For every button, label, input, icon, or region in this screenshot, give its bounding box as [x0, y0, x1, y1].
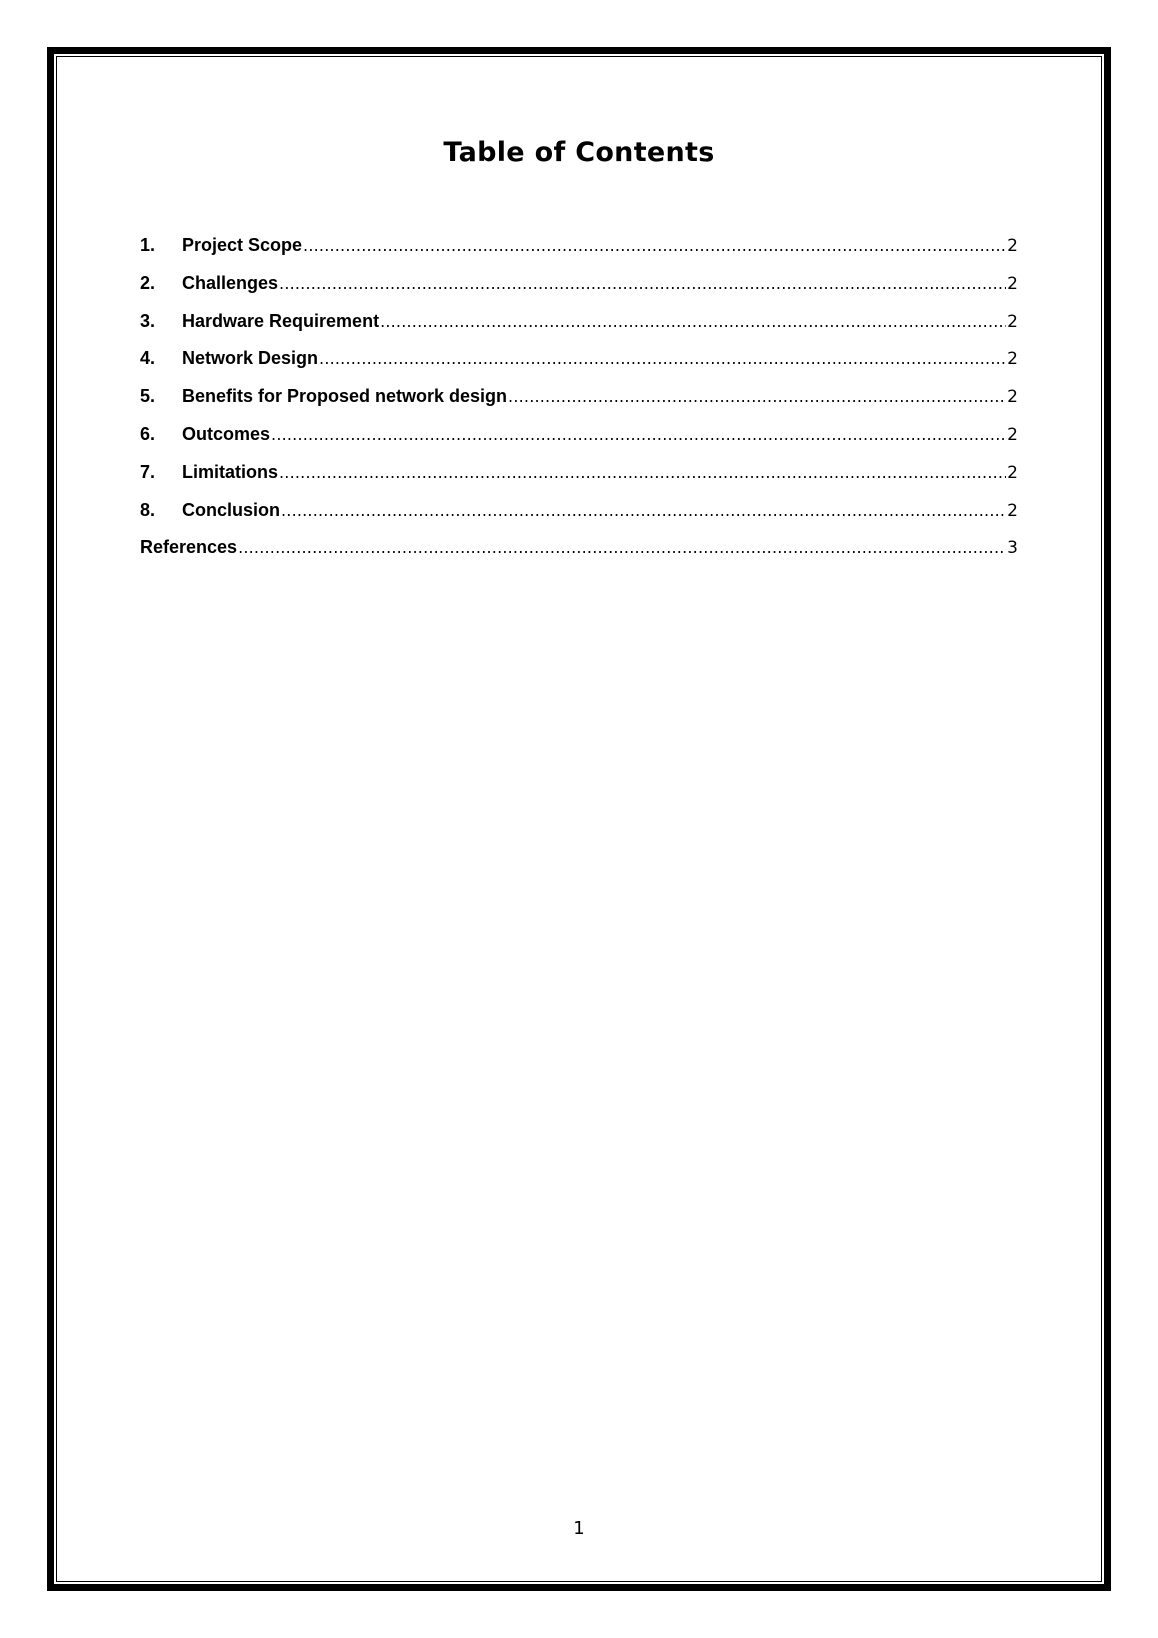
toc-entry-page: 2 [1007, 349, 1018, 370]
toc-entry-page: 2 [1007, 311, 1018, 332]
dot-leader [279, 458, 1006, 488]
toc-title: Table of Contents [443, 137, 715, 168]
toc-entry-outcomes[interactable] [140, 419, 1018, 457]
dot-leader [281, 496, 1006, 526]
dot-leader [238, 533, 1006, 563]
toc-entry-number: 8. [140, 499, 156, 520]
toc-entry-label: Benefits for Proposed network design [182, 386, 508, 407]
toc-entry-label: References [140, 537, 238, 558]
toc-entry-label: Conclusion [182, 499, 280, 520]
toc-entry-page: 2 [1007, 500, 1018, 521]
toc-entry-references[interactable] [140, 532, 1018, 570]
toc-entry-label: Limitations [182, 461, 279, 482]
dot-leader [380, 307, 1006, 337]
toc-entry-number: 3. [140, 310, 156, 331]
toc-entry-number: 1. [140, 235, 156, 255]
dot-leader [508, 382, 1006, 412]
toc-list [140, 230, 1018, 570]
toc-entry-limitations[interactable] [140, 457, 1018, 495]
toc-entry-number: 2. [140, 272, 156, 293]
toc-entry-label: Network Design [182, 348, 319, 369]
toc-entry-conclusion[interactable] [140, 495, 1018, 533]
toc-entry-benefits[interactable] [140, 381, 1018, 419]
toc-entry-challenges[interactable] [140, 268, 1018, 306]
toc-entry-number: 7. [140, 461, 156, 482]
toc-entry-label: Project Scope [182, 235, 303, 255]
toc-entry-page: 3 [1007, 538, 1018, 559]
toc-entry-page: 2 [1007, 387, 1018, 408]
dot-leader [303, 231, 1006, 261]
dot-leader [279, 269, 1006, 299]
footer-page-number: 1 [573, 1518, 585, 1539]
toc-entry-hardware-requirement[interactable] [140, 306, 1018, 344]
toc-entry-label: Outcomes [182, 423, 271, 444]
toc-entry-number: 5. [140, 386, 156, 407]
toc-entry-number: 6. [140, 423, 156, 444]
toc-entry-page: 2 [1007, 424, 1018, 445]
toc-entry-page: 2 [1007, 462, 1018, 483]
dot-leader [271, 420, 1006, 450]
toc-entry-project-scope[interactable] [140, 230, 1018, 268]
toc-entry-label: Hardware Requirement [182, 310, 380, 331]
toc-entry-page: 2 [1007, 236, 1018, 256]
toc-entry-network-design[interactable] [140, 343, 1018, 381]
toc-entry-label: Challenges [182, 272, 279, 293]
toc-entry-page: 2 [1007, 273, 1018, 294]
dot-leader [319, 344, 1006, 374]
toc-entry-number: 4. [140, 348, 156, 369]
